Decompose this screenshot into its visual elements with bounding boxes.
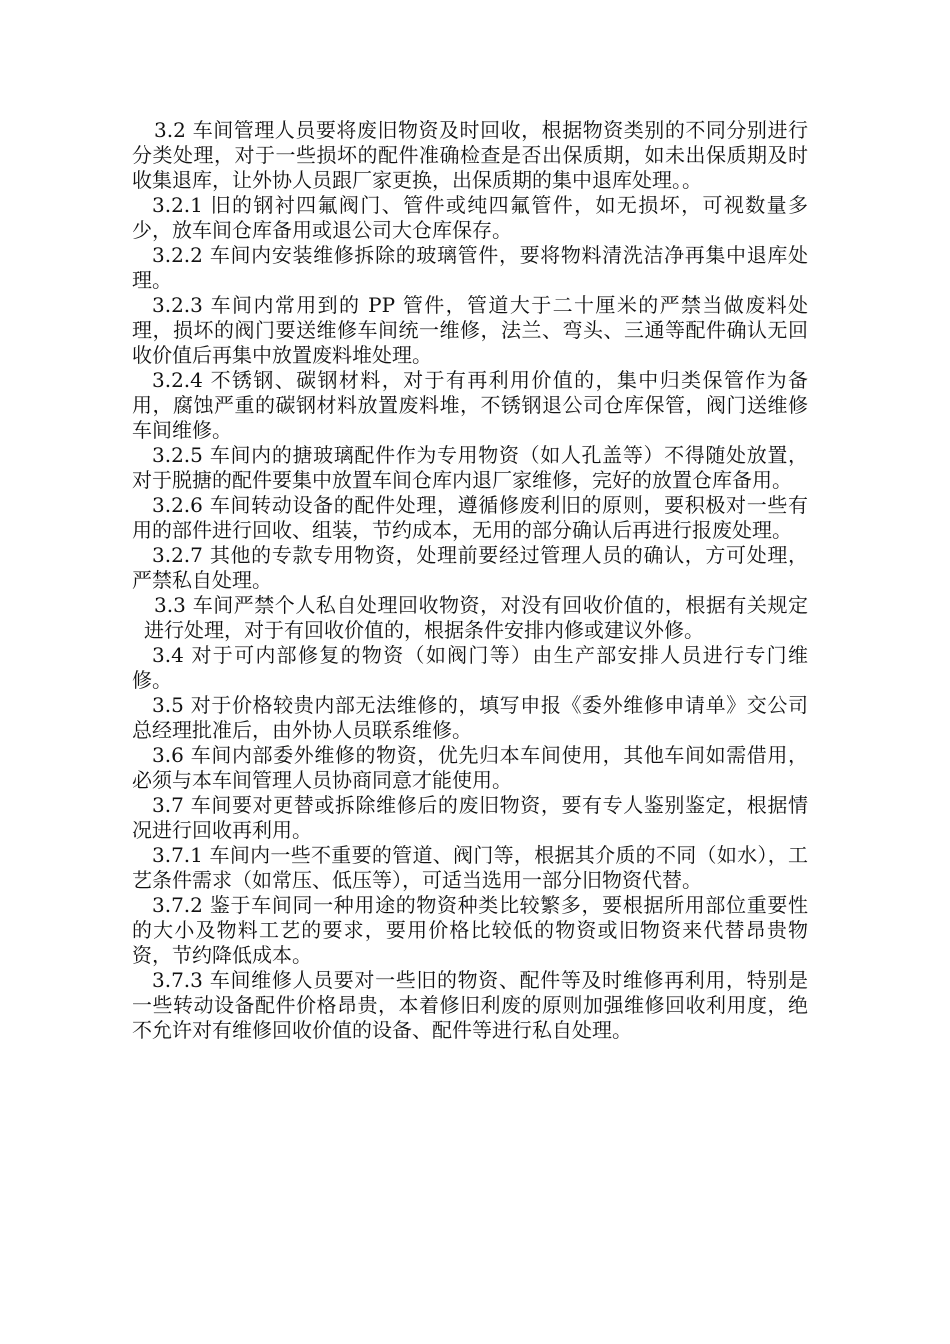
- paragraph-3-2-1: 3.2.1 旧的钢衬四氟阀门、管件或纯四氟管件，如无损坏，可视数量多少，放车间仓库备用或退公司大仓库保存。: [132, 193, 808, 242]
- paragraph-3-7: 3.7 车间要对更替或拆除维修后的废旧物资，要有专人鉴别鉴定，根据情况进行回收再利用。: [132, 793, 808, 842]
- paragraph-3-3: 3.3 车间严禁个人私自处理回收物资，对没有回收价值的，根据有关规定进行处理，对于有回收价值的，根据条件安排内修或建议外修。: [144, 593, 808, 642]
- paragraph-3-2: 3.2 车间管理人员要将废旧物资及时回收，根据物资类别的不同分别进行分类处理，对于一些损坏的配件准确检查是否出保质期，如未出保质期及时收集退库，让外协人员跟厂家更换，出保质期的集中退库处理。。: [132, 118, 808, 192]
- paragraph-3-2-4: 3.2.4 不锈钢、碳钢材料，对于有再利用价值的，集中归类保管作为备用，腐蚀严重的碳钢材料放置废料堆，不锈钢退公司仓库保管，阀门送维修车间维修。: [132, 368, 808, 442]
- paragraph-3-2-2: 3.2.2 车间内安装维修拆除的玻璃管件，要将物料清洗洁净再集中退库处理。: [132, 243, 808, 292]
- document-body: [132, 118, 808, 1043]
- paragraph-3-4: 3.4 对于可内部修复的物资（如阀门等）由生产部安排人员进行专门维修。: [132, 643, 808, 692]
- paragraph-3-7-3: 3.7.3 车间维修人员要对一些旧的物资、配件等及时维修再利用，特别是一些转动设备配件价格昂贵，本着修旧利废的原则加强维修回收利用度，绝不允许对有维修回收价值的设备、配件等进行私自处理。: [132, 968, 808, 1042]
- paragraph-3-2-6: 3.2.6 车间转动设备的配件处理，遵循修废利旧的原则，要积极对一些有用的部件进行回收、组装，节约成本，无用的部分确认后再进行报废处理。: [132, 493, 808, 542]
- paragraph-3-7-2: 3.7.2 鉴于车间同一种用途的物资种类比较繁多，要根据所用部位重要性的大小及物料工艺的要求，要用价格比较低的物资或旧物资来代替昂贵物资，节约降低成本。: [132, 893, 808, 967]
- paragraph-3-2-7: 3.2.7 其他的专款专用物资，处理前要经过管理人员的确认，方可处理，严禁私自处理。: [132, 543, 808, 592]
- paragraph-3-7-1: 3.7.1 车间内一些不重要的管道、阀门等，根据其介质的不同（如水），工艺条件需求（如常压、低压等），可适当选用一部分旧物资代替。: [132, 843, 808, 892]
- paragraph-3-2-3: 3.2.3 车间内常用到的 PP 管件，管道大于二十厘米的严禁当做废料处理，损坏的阀门要送维修车间统一维修，法兰、弯头、三通等配件确认无回收价值后再集中放置废料堆处理。: [132, 293, 808, 367]
- paragraph-3-5: 3.5 对于价格较贵内部无法维修的，填写申报《委外维修申请单》交公司总经理批准后，由外协人员联系维修。: [132, 693, 808, 742]
- paragraph-3-6: 3.6 车间内部委外维修的物资，优先归本车间使用，其他车间如需借用，必须与本车间管理人员协商同意才能使用。: [132, 743, 808, 792]
- paragraph-3-2-5: 3.2.5 车间内的搪玻璃配件作为专用物资（如人孔盖等）不得随处放置，对于脱搪的配件要集中放置车间仓库内退厂家维修，完好的放置仓库备用。: [132, 443, 808, 492]
